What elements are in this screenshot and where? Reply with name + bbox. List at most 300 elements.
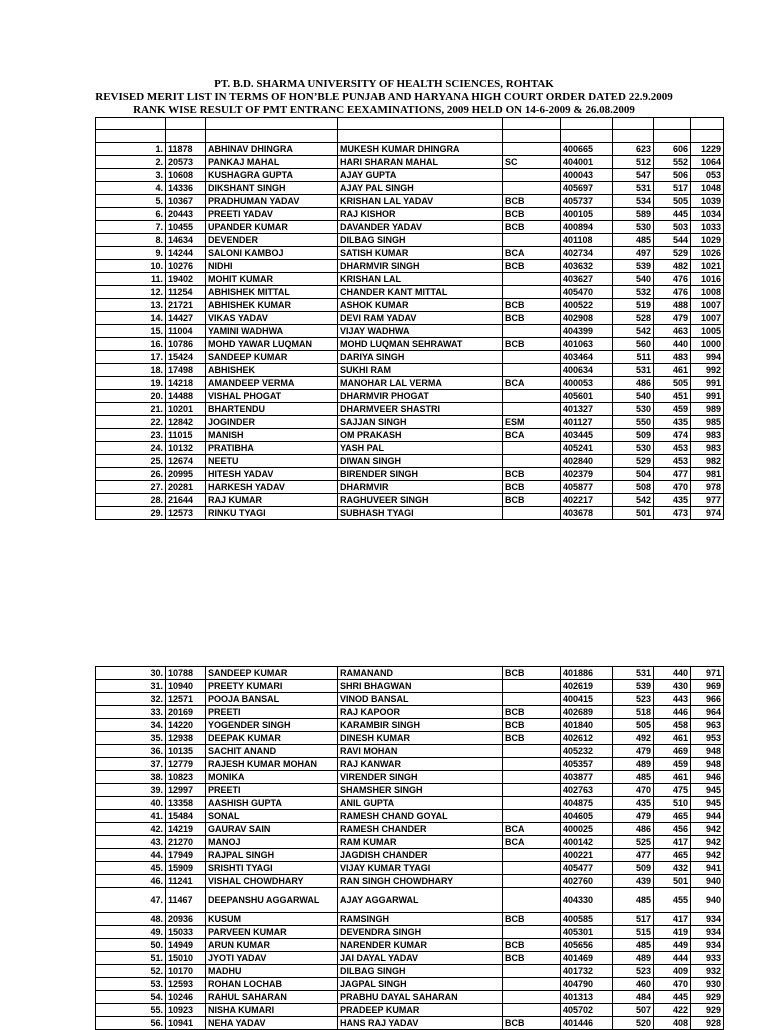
roll-cell: 400665 [561, 143, 613, 156]
total-cell: 941 [691, 862, 724, 875]
appno-cell: 10941 [166, 1017, 206, 1030]
category-cell [503, 442, 561, 455]
appno-cell: 11004 [166, 325, 206, 338]
name-cell: VISHAL CHOWDHARY [206, 875, 338, 888]
name-cell: NISHA KUMARI [206, 1004, 338, 1017]
appno-cell: 17949 [166, 849, 206, 862]
total-cell: 945 [691, 784, 724, 797]
rank-cell: 4. [96, 182, 166, 195]
table-row [96, 797, 724, 810]
roll-cell: 405697 [561, 182, 613, 195]
father-name-cell: DEVENDRA SINGH [338, 926, 503, 939]
p1total-cell: 523 [613, 693, 654, 706]
table-row [96, 862, 724, 875]
father-name-cell: RAGHUVEER SINGH [338, 494, 503, 507]
roll-cell: 400043 [561, 169, 613, 182]
total-cell: 948 [691, 745, 724, 758]
p2total-cell: 440 [654, 667, 691, 680]
roll-cell: 400585 [561, 913, 613, 926]
p1total-cell: 485 [613, 771, 654, 784]
p2total-cell: 440 [654, 338, 691, 351]
total-cell: 963 [691, 719, 724, 732]
appno-cell: 14220 [166, 719, 206, 732]
p2total-cell: 417 [654, 836, 691, 849]
roll-cell: 402689 [561, 706, 613, 719]
father-name-cell: SUBHASH TYAGI [338, 507, 503, 520]
rank-cell: 1. [96, 143, 166, 156]
p1total-cell: 509 [613, 862, 654, 875]
p2total-cell: 449 [654, 939, 691, 952]
category-cell: BCB [503, 952, 561, 965]
rank-cell: 56. [96, 1017, 166, 1030]
column-header-roll [561, 130, 613, 143]
table-row [96, 758, 724, 771]
column-header-total [691, 130, 724, 143]
name-cell: NEETU [206, 455, 338, 468]
total-cell: 991 [691, 390, 724, 403]
total-cell: 977 [691, 494, 724, 507]
roll-cell: 404330 [561, 888, 613, 913]
appno-cell: 12571 [166, 693, 206, 706]
rank-cell: 5. [96, 195, 166, 208]
father-name-cell: KRISHAN LAL YADAV [338, 195, 503, 208]
name-cell: MOHIT KUMAR [206, 273, 338, 286]
category-cell [503, 403, 561, 416]
roll-cell: 403877 [561, 771, 613, 784]
roll-cell: 405301 [561, 926, 613, 939]
p2total-cell: 459 [654, 758, 691, 771]
p2total-cell: 470 [654, 978, 691, 991]
appno-cell: 10170 [166, 965, 206, 978]
stub-cell [561, 118, 613, 130]
appno-cell: 15033 [166, 926, 206, 939]
p1total-cell: 479 [613, 745, 654, 758]
category-cell [503, 745, 561, 758]
appno-cell: 10455 [166, 221, 206, 234]
father-name-cell: DHARMVIR PHOGAT [338, 390, 503, 403]
roll-cell: 403464 [561, 351, 613, 364]
appno-cell: 20573 [166, 156, 206, 169]
father-name-cell: DILBAG SINGH [338, 234, 503, 247]
p2total-cell: 445 [654, 991, 691, 1004]
p2total-cell: 475 [654, 784, 691, 797]
appno-cell: 11467 [166, 888, 206, 913]
p1total-cell: 520 [613, 1017, 654, 1030]
category-cell [503, 758, 561, 771]
total-cell: 1005 [691, 325, 724, 338]
rank-cell: 22. [96, 416, 166, 429]
appno-cell: 21721 [166, 299, 206, 312]
p2total-cell: 476 [654, 273, 691, 286]
father-name-cell: DIWAN SINGH [338, 455, 503, 468]
total-cell: 1033 [691, 221, 724, 234]
father-name-cell: ANIL GUPTA [338, 797, 503, 810]
category-cell [503, 771, 561, 784]
rank-cell: 25. [96, 455, 166, 468]
p2total-cell: 451 [654, 390, 691, 403]
rank-cell: 14. [96, 312, 166, 325]
father-name-cell: PRABHU DAYAL SAHARAN [338, 991, 503, 1004]
category-cell [503, 234, 561, 247]
total-cell: 940 [691, 888, 724, 913]
total-cell: 1021 [691, 260, 724, 273]
total-cell: 940 [691, 875, 724, 888]
table-row [96, 247, 724, 260]
table-row [96, 442, 724, 455]
p1total-cell: 505 [613, 719, 654, 732]
appno-cell: 10132 [166, 442, 206, 455]
father-name-cell: OM PRAKASH [338, 429, 503, 442]
p1total-cell: 439 [613, 875, 654, 888]
roll-cell: 404605 [561, 810, 613, 823]
p1total-cell: 484 [613, 991, 654, 1004]
p2total-cell: 479 [654, 312, 691, 325]
p2total-cell: 476 [654, 286, 691, 299]
name-cell: ABHINAV DHINGRA [206, 143, 338, 156]
category-cell: BCB [503, 221, 561, 234]
document-header [0, 78, 768, 117]
p1total-cell: 489 [613, 952, 654, 965]
table-row [96, 221, 724, 234]
table-row [96, 156, 724, 169]
category-cell [503, 351, 561, 364]
rank-cell: 13. [96, 299, 166, 312]
appno-cell: 13358 [166, 797, 206, 810]
p1total-cell: 523 [613, 965, 654, 978]
total-cell: 964 [691, 706, 724, 719]
p2total-cell: 465 [654, 849, 691, 862]
table-row [96, 991, 724, 1004]
rank-cell: 31. [96, 680, 166, 693]
father-name-cell: DARIYA SINGH [338, 351, 503, 364]
name-cell: RAJ KUMAR [206, 494, 338, 507]
total-cell: 933 [691, 952, 724, 965]
name-cell: SACHIT ANAND [206, 745, 338, 758]
name-cell: HARKESH YADAV [206, 481, 338, 494]
total-cell: 966 [691, 693, 724, 706]
category-cell [503, 888, 561, 913]
rank-cell: 3. [96, 169, 166, 182]
name-cell: SRISHTI TYAGI [206, 862, 338, 875]
name-cell: MONIKA [206, 771, 338, 784]
appno-cell: 11254 [166, 286, 206, 299]
p2total-cell: 473 [654, 507, 691, 520]
table-row [96, 926, 724, 939]
rank-cell: 35. [96, 732, 166, 745]
appno-cell: 21644 [166, 494, 206, 507]
p1total-cell: 479 [613, 810, 654, 823]
stub-cell [166, 118, 206, 130]
father-name-cell: DINESH KUMAR [338, 732, 503, 745]
appno-cell: 10923 [166, 1004, 206, 1017]
p1total-cell: 485 [613, 234, 654, 247]
rank-cell: 11. [96, 273, 166, 286]
name-cell: KUSUM [206, 913, 338, 926]
total-cell: 1008 [691, 286, 724, 299]
table-row [96, 390, 724, 403]
column-header-rank [96, 130, 166, 143]
p2total-cell: 529 [654, 247, 691, 260]
total-cell: 969 [691, 680, 724, 693]
stub-cell [96, 118, 166, 130]
table-row [96, 913, 724, 926]
name-cell: NEHA YADAV [206, 1017, 338, 1030]
name-cell: ABHISHEK [206, 364, 338, 377]
p2total-cell: 458 [654, 719, 691, 732]
rank-cell: 52. [96, 965, 166, 978]
table-row [96, 719, 724, 732]
father-name-cell: BIRENDER SINGH [338, 468, 503, 481]
appno-cell: 10246 [166, 991, 206, 1004]
p1total-cell: 542 [613, 494, 654, 507]
column-header-p2total [654, 130, 691, 143]
father-name-cell: SUKHI RAM [338, 364, 503, 377]
rank-cell: 51. [96, 952, 166, 965]
p1total-cell: 517 [613, 913, 654, 926]
appno-cell: 12997 [166, 784, 206, 797]
roll-cell: 403632 [561, 260, 613, 273]
category-cell: BCB [503, 732, 561, 745]
p1total-cell: 501 [613, 507, 654, 520]
total-cell: 953 [691, 732, 724, 745]
p1total-cell: 550 [613, 416, 654, 429]
total-cell: 929 [691, 1004, 724, 1017]
column-header-appno [166, 130, 206, 143]
name-cell: DIKSHANT SINGH [206, 182, 338, 195]
father-name-cell: JAI DAYAL YADAV [338, 952, 503, 965]
total-cell: 934 [691, 913, 724, 926]
category-cell: BCA [503, 247, 561, 260]
roll-cell: 401886 [561, 667, 613, 680]
roll-cell: 405477 [561, 862, 613, 875]
category-cell [503, 693, 561, 706]
table-row [96, 325, 724, 338]
p2total-cell: 422 [654, 1004, 691, 1017]
table-row [96, 693, 724, 706]
name-cell: AMANDEEP VERMA [206, 377, 338, 390]
category-cell: BCB [503, 1017, 561, 1030]
p1total-cell: 486 [613, 823, 654, 836]
father-name-cell: RAM KUMAR [338, 836, 503, 849]
name-cell: ROHAN LOCHAB [206, 978, 338, 991]
p1total-cell: 477 [613, 849, 654, 862]
p2total-cell: 453 [654, 442, 691, 455]
category-cell [503, 143, 561, 156]
father-name-cell: RAVI MOHAN [338, 745, 503, 758]
name-cell: PREETY KUMARI [206, 680, 338, 693]
name-cell: KUSHAGRA GUPTA [206, 169, 338, 182]
name-cell: MADHU [206, 965, 338, 978]
appno-cell: 14949 [166, 939, 206, 952]
appno-cell: 20443 [166, 208, 206, 221]
p1total-cell: 539 [613, 260, 654, 273]
merit-table-part-1 [95, 117, 724, 520]
result-subtitle: RANK WISE RESULT OF PMT ENTRANC EEXAMINATIONS, 2009 HELD ON 14-6-2009 & 26.08.2009 [133, 104, 635, 116]
roll-cell: 405357 [561, 758, 613, 771]
rank-cell: 27. [96, 481, 166, 494]
total-cell: 1064 [691, 156, 724, 169]
father-name-cell: KRISHAN LAL [338, 273, 503, 286]
father-name-cell: PRADEEP KUMAR [338, 1004, 503, 1017]
table-row [96, 706, 724, 719]
table-row [96, 849, 724, 862]
category-cell: BCB [503, 260, 561, 273]
p1total-cell: 460 [613, 978, 654, 991]
rank-cell: 44. [96, 849, 166, 862]
table-row [96, 143, 724, 156]
roll-cell: 402619 [561, 680, 613, 693]
p2total-cell: 544 [654, 234, 691, 247]
table-row [96, 338, 724, 351]
category-cell: BCA [503, 836, 561, 849]
category-cell [503, 286, 561, 299]
rank-cell: 10. [96, 260, 166, 273]
stub-cell [503, 118, 561, 130]
name-cell: SALONI KAMBOJ [206, 247, 338, 260]
roll-cell: 404875 [561, 797, 613, 810]
p1total-cell: 497 [613, 247, 654, 260]
father-name-cell: AJAY PAL SINGH [338, 182, 503, 195]
father-name-cell: RAMANAND [338, 667, 503, 680]
p1total-cell: 485 [613, 939, 654, 952]
rank-cell: 54. [96, 991, 166, 1004]
p1total-cell: 489 [613, 758, 654, 771]
table-row [96, 836, 724, 849]
column-header-p1total [613, 130, 654, 143]
father-name-cell: DHARMVIR [338, 481, 503, 494]
category-cell: BCB [503, 299, 561, 312]
roll-cell: 405702 [561, 1004, 613, 1017]
category-cell [503, 849, 561, 862]
roll-cell: 400415 [561, 693, 613, 706]
father-name-cell: RAMESH CHAND GOYAL [338, 810, 503, 823]
appno-cell: 14219 [166, 823, 206, 836]
p1total-cell: 504 [613, 468, 654, 481]
total-cell: 942 [691, 849, 724, 862]
p2total-cell: 552 [654, 156, 691, 169]
rank-cell: 18. [96, 364, 166, 377]
name-cell: SANDEEP KUMAR [206, 667, 338, 680]
p2total-cell: 503 [654, 221, 691, 234]
p1total-cell: 435 [613, 797, 654, 810]
appno-cell: 10788 [166, 667, 206, 680]
category-cell [503, 784, 561, 797]
table-row [96, 952, 724, 965]
table-row [96, 507, 724, 520]
category-cell [503, 991, 561, 1004]
p2total-cell: 408 [654, 1017, 691, 1030]
table-row [96, 260, 724, 273]
category-cell: BCB [503, 481, 561, 494]
total-cell: 971 [691, 667, 724, 680]
category-cell: BCB [503, 706, 561, 719]
appno-cell: 15010 [166, 952, 206, 965]
rank-cell: 55. [96, 1004, 166, 1017]
total-cell: 991 [691, 377, 724, 390]
appno-cell: 11015 [166, 429, 206, 442]
rank-cell: 49. [96, 926, 166, 939]
roll-cell: 401732 [561, 965, 613, 978]
total-cell: 932 [691, 965, 724, 978]
total-cell: 981 [691, 468, 724, 481]
p2total-cell: 455 [654, 888, 691, 913]
total-cell: 1016 [691, 273, 724, 286]
rank-cell: 47. [96, 888, 166, 913]
roll-cell: 403627 [561, 273, 613, 286]
rank-cell: 33. [96, 706, 166, 719]
rank-cell: 19. [96, 377, 166, 390]
father-name-cell: RAMESH CHANDER [338, 823, 503, 836]
total-cell: 928 [691, 1017, 724, 1030]
category-cell [503, 169, 561, 182]
total-cell: 994 [691, 351, 724, 364]
category-cell: BCB [503, 494, 561, 507]
father-name-cell: JAGPAL SINGH [338, 978, 503, 991]
p2total-cell: 469 [654, 745, 691, 758]
p1total-cell: 515 [613, 926, 654, 939]
father-name-cell: HARI SHARAN MAHAL [338, 156, 503, 169]
roll-cell: 400025 [561, 823, 613, 836]
name-cell: DEVENDER [206, 234, 338, 247]
appno-cell: 14336 [166, 182, 206, 195]
roll-cell: 402760 [561, 875, 613, 888]
table-row [96, 299, 724, 312]
p2total-cell: 435 [654, 494, 691, 507]
category-cell [503, 797, 561, 810]
name-cell: PRADHUMAN YADAV [206, 195, 338, 208]
roll-cell: 400142 [561, 836, 613, 849]
name-cell: PREETI [206, 784, 338, 797]
total-cell: 983 [691, 442, 724, 455]
roll-cell: 405232 [561, 745, 613, 758]
p2total-cell: 483 [654, 351, 691, 364]
p1total-cell: 531 [613, 667, 654, 680]
category-cell: BCB [503, 338, 561, 351]
category-cell [503, 810, 561, 823]
p1total-cell: 531 [613, 182, 654, 195]
rank-cell: 17. [96, 351, 166, 364]
appno-cell: 12674 [166, 455, 206, 468]
p1total-cell: 534 [613, 195, 654, 208]
p2total-cell: 477 [654, 468, 691, 481]
p1total-cell: 509 [613, 429, 654, 442]
p2total-cell: 470 [654, 481, 691, 494]
table-row [96, 195, 724, 208]
university-title: PT. B.D. SHARMA UNIVERSITY OF HEALTH SCIENCES, ROHTAK [214, 78, 554, 90]
father-name-cell: DILBAG SINGH [338, 965, 503, 978]
p1total-cell: 512 [613, 156, 654, 169]
category-cell: BCB [503, 719, 561, 732]
table-row [96, 403, 724, 416]
category-cell [503, 680, 561, 693]
roll-cell: 402763 [561, 784, 613, 797]
roll-cell: 401313 [561, 991, 613, 1004]
name-cell: NIDHI [206, 260, 338, 273]
total-cell: 1034 [691, 208, 724, 221]
appno-cell: 12938 [166, 732, 206, 745]
roll-cell: 402840 [561, 455, 613, 468]
p2total-cell: 459 [654, 403, 691, 416]
rank-cell: 23. [96, 429, 166, 442]
roll-cell: 405737 [561, 195, 613, 208]
total-cell: 930 [691, 978, 724, 991]
rank-cell: 53. [96, 978, 166, 991]
table-row [96, 416, 724, 429]
appno-cell: 19402 [166, 273, 206, 286]
rank-cell: 48. [96, 913, 166, 926]
father-name-cell: DHARMVEER SHASTRI [338, 403, 503, 416]
p2total-cell: 505 [654, 195, 691, 208]
